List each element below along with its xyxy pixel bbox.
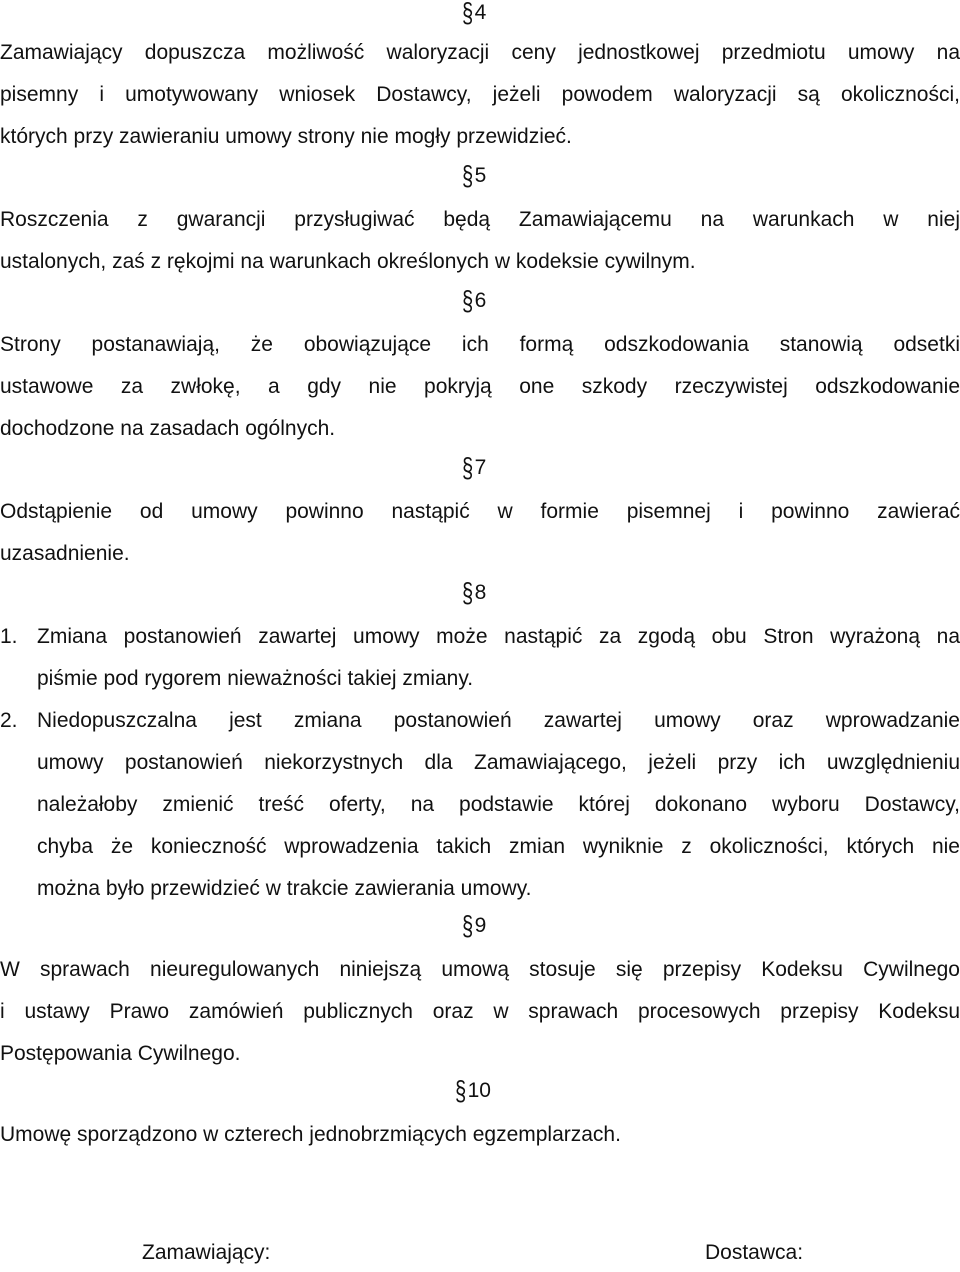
paragraph-line: Strony postanawiają, że obowiązujące ich formą odszkodowania stanowią odsetki [0, 333, 960, 356]
section-number: 7 [474, 456, 487, 479]
signature-label-ordering-party: Zamawiający: [142, 1241, 271, 1264]
list-item-marker: 2. [0, 709, 18, 732]
list-item-line: należałoby zmienić treść oferty, na podstawie której dokonano wyboru Dostawcy, [37, 793, 960, 816]
paragraph-line: dochodzone na zasadach ogólnych. [0, 417, 336, 440]
paragraph-line: W sprawach nieuregulowanych niniejszą umową stosuje się przepisy Kodeksu Cywilnego [0, 958, 960, 981]
list-item-line: Niedopuszczalna jest zmiana postanowień zawartej umowy oraz wprowadzanie [37, 709, 960, 732]
paragraph-line: Umowę sporządzono w czterech jednobrzmiących egzemplarzach. [0, 1123, 621, 1146]
section-sign: § [462, 285, 474, 316]
section-heading-8 [462, 578, 486, 608]
list-item-line: można było przewidzieć w trakcie zawierania umowy. [37, 877, 532, 900]
paragraph-line: Roszczenia z gwarancji przysługiwać będą Zamawiającemu na warunkach w niej [0, 208, 960, 231]
paragraph-line: i ustawy Prawo zamówień publicznych oraz w sprawach procesowych przepisy Kodeksu [0, 1000, 960, 1023]
paragraph-line: Odstąpienie od umowy powinno nastąpić w formie pisemnej i powinno zawierać [0, 500, 960, 523]
paragraph-line: Zamawiający dopuszcza możliwość waloryzacji ceny jednostkowej przedmiotu umowy na [0, 41, 960, 64]
list-item-line: piśmie pod rygorem nieważności takiej zmiany. [37, 667, 474, 690]
list-item-line: Zmiana postanowień zawartej umowy może nastąpić za zgodą obu Stron wyrażoną na [37, 625, 960, 648]
section-sign: § [455, 1075, 467, 1106]
section-number: 5 [474, 164, 487, 187]
paragraph-line: Postępowania Cywilnego. [0, 1042, 241, 1065]
list-item-line: umowy postanowień niekorzystnych dla Zamawiającego, jeżeli przy ich uwzględnieniu [37, 751, 960, 774]
section-number: 10 [467, 1079, 491, 1102]
paragraph-line: których przy zawieraniu umowy strony nie mogły przewidzieć. [0, 125, 572, 148]
section-sign: § [462, 452, 474, 483]
list-item-marker: 1. [0, 625, 18, 648]
section-sign: § [462, 160, 474, 191]
paragraph-line: pisemny i umotywowany wniosek Dostawcy, jeżeli powodem waloryzacji są okoliczności, [0, 83, 960, 106]
section-number: 6 [474, 289, 487, 312]
section-number: 8 [474, 581, 487, 604]
section-number: 9 [474, 914, 487, 937]
section-heading-10 [455, 1076, 491, 1106]
section-sign: § [462, 0, 474, 28]
section-sign: § [462, 577, 474, 608]
section-heading-5 [462, 161, 486, 191]
section-heading-6 [462, 286, 486, 316]
section-heading-4 [462, 0, 486, 28]
section-number: 4 [474, 1, 487, 24]
paragraph-line: ustawowe za zwłokę, a gdy nie pokryją one szkody rzeczywistej odszkodowanie [0, 375, 960, 398]
section-heading-9 [462, 911, 486, 941]
section-sign: § [462, 910, 474, 941]
section-heading-7 [462, 453, 486, 483]
paragraph-line: uzasadnienie. [0, 542, 130, 565]
list-item-line: chyba że konieczność wprowadzenia takich zmian wyniknie z okoliczności, których nie [37, 835, 960, 858]
paragraph-line: ustalonych, zaś z rękojmi na warunkach określonych w kodeksie cywilnym. [0, 250, 696, 273]
signature-label-supplier: Dostawca: [705, 1241, 804, 1264]
